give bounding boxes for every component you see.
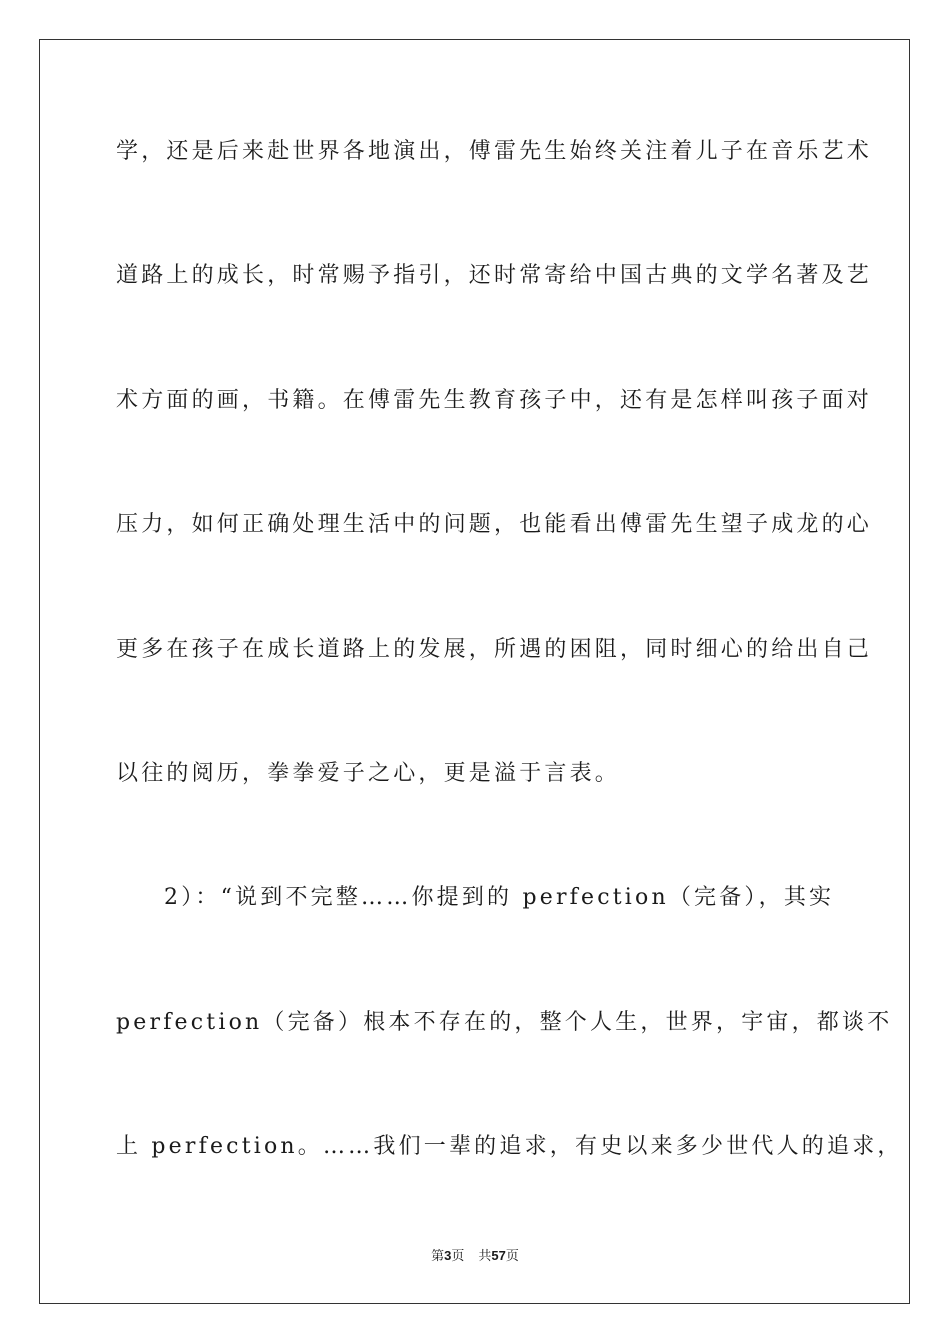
text-line: 以往的阅历，拳拳爱子之心，更是溢于言表。 bbox=[116, 761, 621, 786]
page-footer bbox=[0, 1248, 950, 1265]
total-prefix: 共 bbox=[478, 1249, 492, 1264]
text-line: 术方面的画，书籍。在傅雷先生教育孩子中，还有是怎样叫孩子面对 bbox=[116, 388, 873, 413]
page-prefix: 第 bbox=[431, 1249, 445, 1264]
text-line: 上 perfection。……我们一辈的追求，有史以来多少世代人的追求， bbox=[116, 1134, 903, 1159]
text-line: 学，还是后来赴世界各地演出，傅雷先生始终关注着儿子在音乐艺术 bbox=[116, 139, 873, 164]
page-number: 3 bbox=[444, 1248, 452, 1263]
text-line: 道路上的成长，时常赐予指引，还时常寄给中国古典的文学名著及艺 bbox=[116, 263, 873, 288]
total-pages: 57 bbox=[491, 1248, 506, 1263]
text-line: perfection（完备）根本不存在的，整个人生，世界，宇宙，都谈不 bbox=[116, 1010, 893, 1035]
total-suffix: 页 bbox=[505, 1249, 519, 1264]
text-line: 更多在孩子在成长道路上的发展，所遇的困阻，同时细心的给出自己 bbox=[116, 637, 873, 662]
page-suffix: 页 bbox=[451, 1249, 465, 1264]
text-line: 压力，如何正确处理生活中的问题，也能看出傅雷先生望子成龙的心 bbox=[116, 512, 873, 537]
text-line: 2）：“说到不完整……你提到的 perfection（完备），其实 bbox=[164, 885, 835, 910]
page-border bbox=[39, 39, 910, 1304]
